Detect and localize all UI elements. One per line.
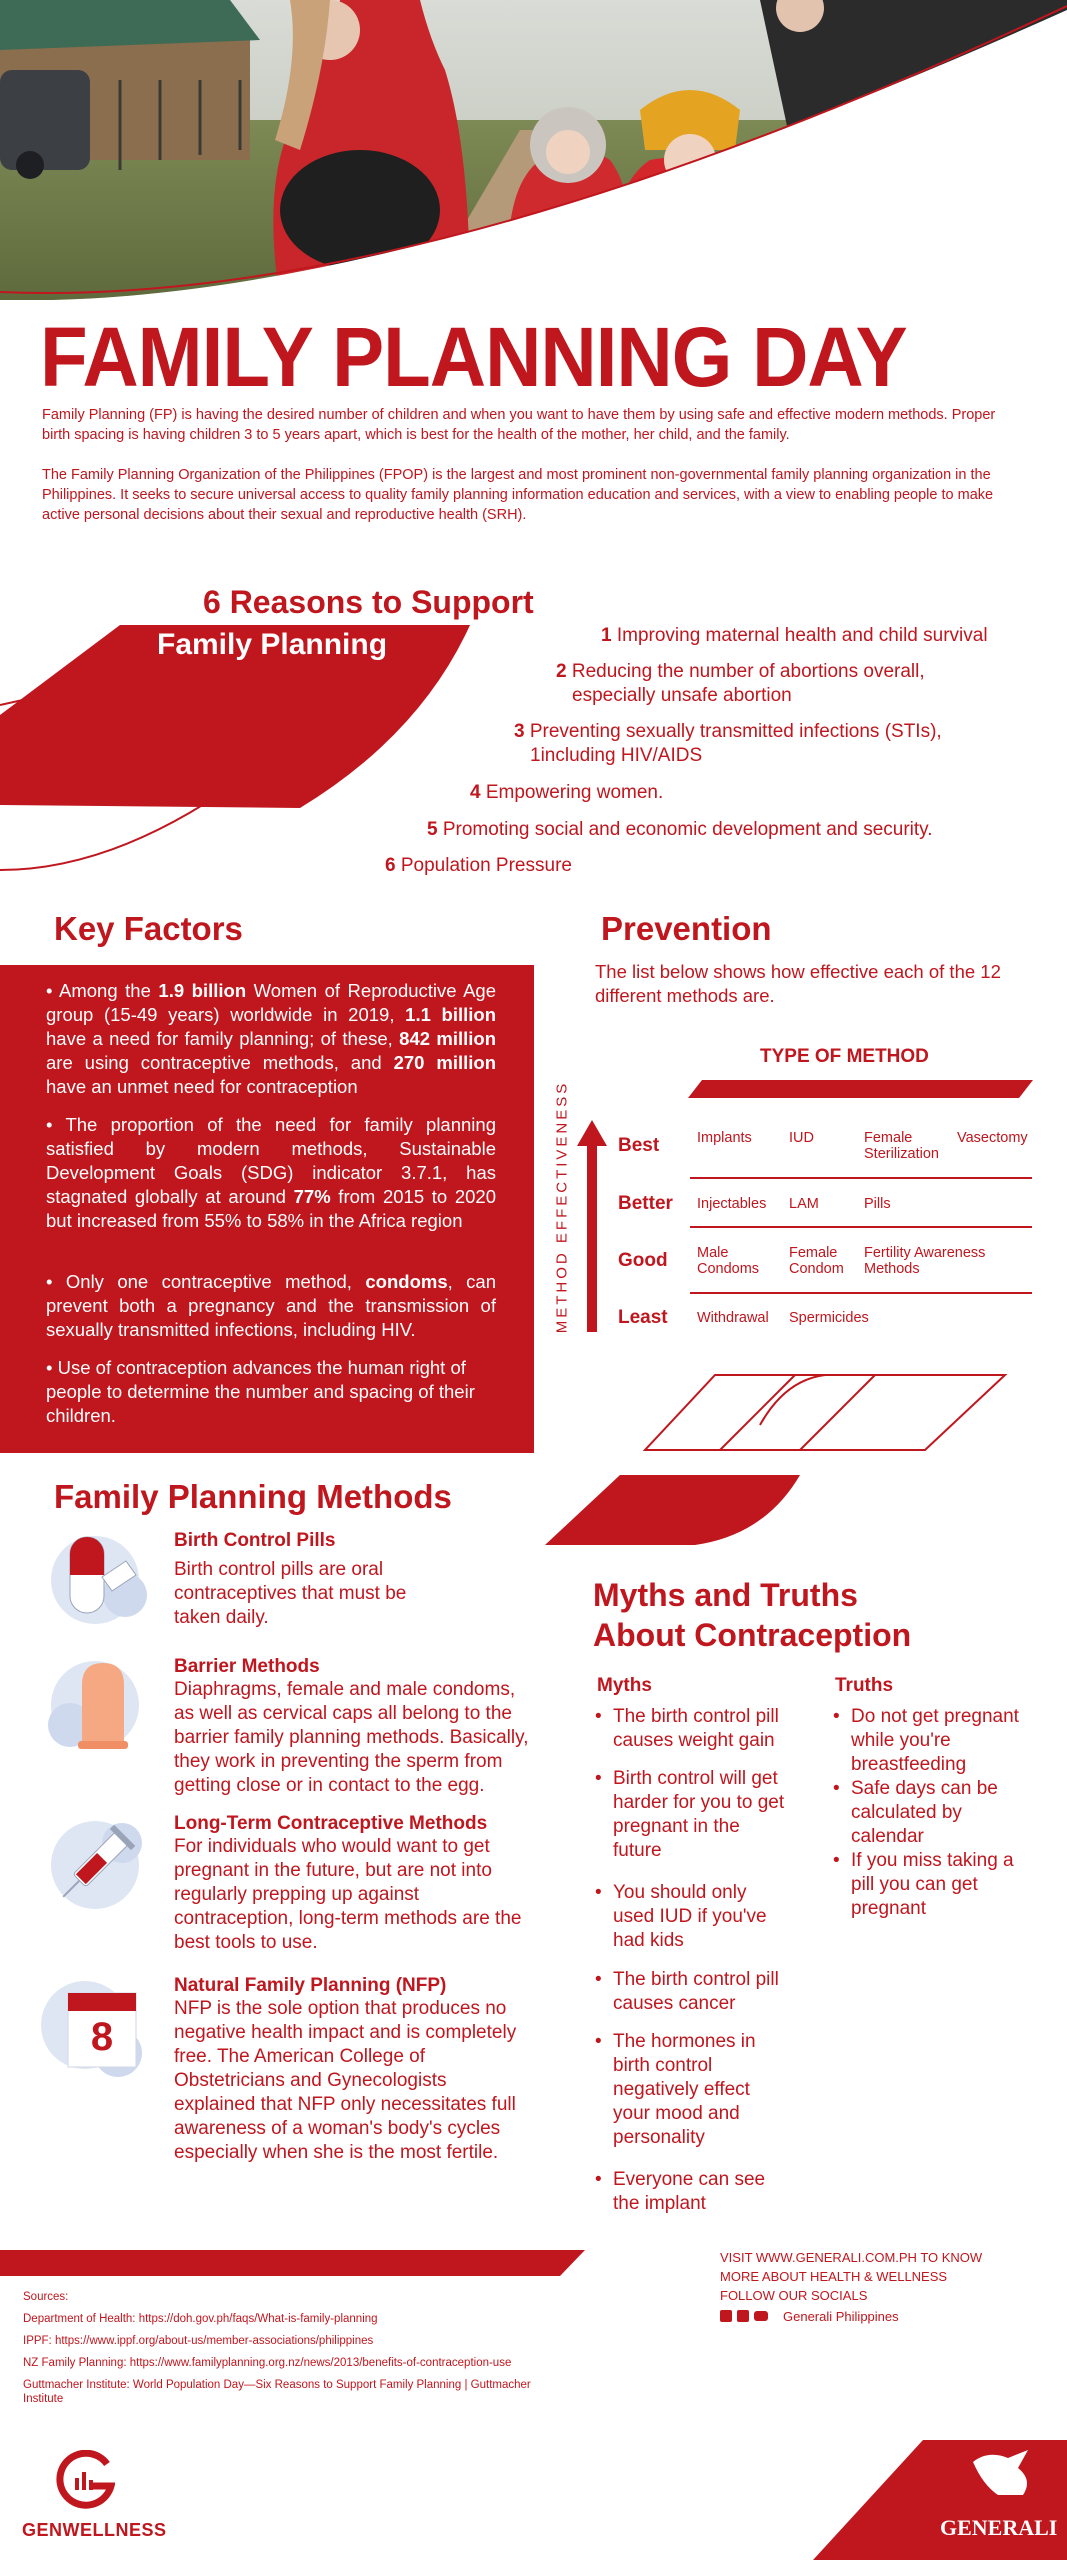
level-good: Good: [618, 1250, 668, 1271]
key-factor-2: • The proportion of the need for family planning satisfied by modern methods, Sustainable Development Goals (SDG) indicator 3.7.1, has stagnated globally at around 77% from 2015 to 2020 but increased from 55% to 58% in the Africa region: [46, 1114, 496, 1231]
intro-paragraph-2: The Family Planning Organization of the Philippines (FPOP) is the largest and most prominent non-governmental family planning organization in the Philippines. It seeks to secure universal access to quality family planning information education and services, with a view to enabling people to make active personal decisions about their sexual and reproductive health (SRH).: [42, 467, 994, 523]
reasons-subheading: Family Planning: [157, 628, 388, 661]
row-divider: [690, 1292, 1032, 1294]
key-factor-1: • Among the 1.9 billion Women of Reproductive Age group (15-49 years) worldwide in 2019, 1.1 billion have a need for family planning; of these, 842 million are using contraceptive methods, and 270 million have an unmet need for contraception: [46, 980, 497, 1097]
calendar-icon: [40, 1975, 150, 2085]
social-handle[interactable]: Generali Philippines: [783, 2309, 899, 2324]
intro-paragraph-1: Family Planning (FP) is having the desired number of children and when you want to have them by using safe and effective modern methods. Proper birth spacing is having children 3 to 5 years apart, which is best for the health of the mother, her child, and the family.: [42, 407, 996, 443]
key-factors-box: [0, 965, 534, 1453]
reason-item-1: 1 Improving maternal health and child survival: [601, 625, 988, 646]
method-name-pills: Birth Control Pills: [174, 1530, 336, 1551]
page-title: FAMILY PLANNING DAY: [40, 309, 907, 405]
method-desc-pills: Birth control pills are oral contraceptives that must be taken daily.: [174, 1559, 407, 1628]
syringe-icon: [40, 1815, 150, 1915]
myth-item: • Everyone can see the implant: [593, 2168, 765, 2216]
truths-header: Truths: [835, 1675, 894, 1696]
method-withdrawal: Withdrawal: [697, 1310, 769, 1326]
youtube-icon[interactable]: [754, 2311, 768, 2321]
facebook-icon[interactable]: [720, 2310, 732, 2322]
genwellness-logo-text: GENWELLNESS: [22, 2520, 167, 2540]
key-factor-3: • Only one contraceptive method, condoms, can prevent both a pregnancy and the transmission of sexually transmitted infections, including HIV.: [46, 1271, 496, 1340]
method-male-condoms: Male Condoms: [697, 1245, 760, 1277]
method-desc-long-term: For individuals who would want to get pregnant in the future, but are not into regularly prepping up against contraception, long-term methods are the best tools to use.: [174, 1836, 522, 1953]
linkedin-icon[interactable]: [737, 2310, 749, 2322]
reason-item-5: 5 Promoting social and economic development and security.: [427, 819, 933, 840]
sources-label: Sources:: [23, 2291, 69, 2303]
myth-item: • The birth control pill causes weight gain: [593, 1705, 779, 1753]
method-pills: Pills: [864, 1196, 891, 1212]
myths-header: Myths: [597, 1675, 652, 1696]
type-header-bar: [688, 1080, 1033, 1098]
generali-logo-text: GENERALI: [940, 2515, 1058, 2540]
method-desc-nfp: NFP is the sole option that produces no negative health impact and is completely free. The American College of Obstetricians and Gynecologists explained that NFP only necessitates full awareness of a woman's body's cycles especially when she is the most fertile.: [174, 1998, 517, 2163]
myth-item: • You should only used IUD if you've had kids: [593, 1881, 767, 1953]
effectiveness-axis-label: METHOD EFFECTIVENESS: [553, 1080, 571, 1334]
prevention-subtitle: The list below shows how effective each of the 12 different methods are.: [595, 961, 1001, 1006]
source-link[interactable]: IPPF: https://www.ippf.org/about-us/member-associations/philippines: [23, 2335, 374, 2347]
myth-item: • The birth control pill causes cancer: [593, 1968, 779, 2016]
reasons-heading: 6 Reasons to Support: [203, 584, 534, 620]
source-link[interactable]: Department of Health: https://doh.gov.ph/faqs/What-is-family-planning: [23, 2313, 378, 2325]
method-female-condom: Female Condom: [789, 1245, 844, 1277]
level-better: Better: [618, 1193, 673, 1214]
level-least: Least: [618, 1307, 668, 1328]
type-of-method-header: TYPE OF METHOD: [760, 1046, 929, 1067]
footer-bar: [0, 2250, 590, 2278]
truth-item: • If you miss taking a pill you can get pregnant: [831, 1849, 1014, 1921]
reason-item-2: 2 Reducing the number of abortions overall, especially unsafe abortion: [556, 661, 925, 706]
method-desc-barrier: Diaphragms, female and male condoms, as well as cervical caps all belong to the barrier family planning methods. Basically, they work in preventing the sperm from getting close or in contact to the egg.: [174, 1679, 529, 1796]
condom-icon: [40, 1655, 150, 1755]
truth-item: • Do not get pregnant while you're breastfeeding: [831, 1705, 1019, 1777]
reason-item-3: 3 Preventing sexually transmitted infections (STIs), 1including HIV/AIDS: [514, 721, 942, 766]
fp-methods-title: Family Planning Methods: [54, 1478, 452, 1515]
row-divider: [690, 1226, 1032, 1228]
prevention-title: Prevention: [601, 910, 772, 947]
diamond-decoration: [545, 1355, 1015, 1550]
row-divider: [690, 1177, 1032, 1179]
level-best: Best: [618, 1135, 660, 1156]
reason-item-6: 6 Population Pressure: [385, 855, 572, 876]
method-fertility-awareness: Fertility Awareness Methods: [864, 1245, 986, 1277]
method-name-barrier: Barrier Methods: [174, 1656, 320, 1677]
method-injectables: Injectables: [697, 1196, 767, 1212]
method-female-sterilization: Female Sterilization: [864, 1130, 939, 1162]
effectiveness-arrow-icon: [577, 1120, 607, 1332]
method-name-long-term: Long-Term Contraceptive Methods: [174, 1813, 488, 1834]
method-lam: LAM: [789, 1196, 819, 1212]
visit-text: VISIT WWW.GENERALI.COM.PH TO KNOW MORE ABOUT HEALTH & WELLNESS FOLLOW OUR SOCIALS: [720, 2250, 983, 2303]
method-spermicides: Spermicides: [789, 1310, 869, 1326]
method-implants: Implants: [697, 1130, 752, 1146]
key-factor-4: • Use of contraception advances the human right of people to determine the number and spacing of their children.: [46, 1357, 475, 1426]
source-link[interactable]: Guttmacher Institute: World Population Day—Six Reasons to Support Family Planning | Guttmacher Institute: [23, 2379, 531, 2405]
pill-capsule-icon: [40, 1525, 150, 1625]
key-factors-title: Key Factors: [54, 910, 243, 947]
reason-item-4: 4 Empowering women.: [470, 782, 664, 803]
truth-item: • Safe days can be calculated by calendar: [831, 1777, 998, 1849]
source-link[interactable]: NZ Family Planning: https://www.familyplanning.org.nz/news/2013/benefits-of-contraception-use: [23, 2357, 512, 2369]
method-iud: IUD: [789, 1130, 814, 1146]
method-vasectomy: Vasectomy: [957, 1130, 1028, 1146]
myths-truths-title: Myths and Truths About Contraception: [593, 1577, 912, 1653]
myth-item: • The hormones in birth control negatively effect your mood and personality: [593, 2030, 756, 2150]
method-name-nfp: Natural Family Planning (NFP): [174, 1975, 447, 1996]
hero-photo: [0, 0, 1067, 300]
generali-corner: [813, 2440, 1067, 2560]
myth-item: • Birth control will get harder for you to get pregnant in the future: [593, 1767, 784, 1863]
genwellness-logo-icon: [55, 2450, 115, 2512]
calendar-day: 8: [90, 2015, 114, 2059]
